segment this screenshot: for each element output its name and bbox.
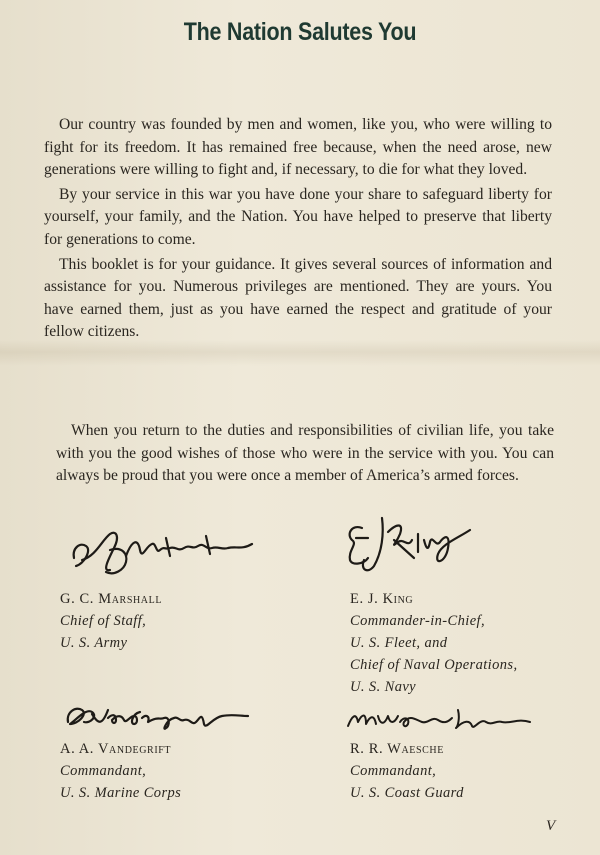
closing-text <box>56 420 554 490</box>
signatory-role: U. S. Navy <box>350 679 417 695</box>
king-signature <box>338 508 478 578</box>
intro-text <box>44 114 552 346</box>
signatory-role: Commandant, <box>60 763 147 779</box>
page-title: The Nation Salutes You <box>183 18 417 46</box>
signatory-role: Chief of Naval Operations, <box>350 657 518 673</box>
signatory-role: U. S. Army <box>60 635 128 651</box>
marshall-signature <box>66 520 266 582</box>
intro-paragraph-2: By your service in this war you have done your share to safeguard liberty for yourself, your family, and the Nation. You have helped to preserve that liberty for generations to come. <box>44 185 552 248</box>
intro-paragraph-3: This booklet is for your guidance. It gives several sources of information and assistance for you. Numerous privileges are mentioned. They are yours. You have earned them, just as you have earned the respect and gratitude of your fellow citizens. <box>44 255 552 341</box>
signatory-role: Commander-in-Chief, <box>350 613 485 629</box>
waesche-signature <box>344 702 534 734</box>
signatory-role: Chief of Staff, <box>60 613 147 629</box>
vandegrift-block <box>60 738 181 804</box>
signatory-role: U. S. Fleet, and <box>350 635 448 651</box>
signatory-name: E. J. King <box>350 591 414 607</box>
closing-paragraph: When you return to the duties and responsibilities of civilian life, you take with you the good wishes of those who were in the service with you. You can always be proud that you were once a member of America’s armed forces. <box>56 422 554 485</box>
marshall-block <box>60 588 162 654</box>
vandegrift-signature <box>62 698 252 732</box>
waesche-block <box>350 738 464 804</box>
signatory-name: R. R. Waesche <box>350 741 444 757</box>
king-block <box>350 588 517 698</box>
signatory-role: U. S. Marine Corps <box>60 785 182 801</box>
signatory-role: Commandant, <box>350 763 437 779</box>
signatory-name: G. C. Marshall <box>60 591 163 607</box>
signatory-name: A. A. Vandegrift <box>60 741 172 757</box>
intro-paragraph-1: Our country was founded by men and women, like you, who were willing to fight for its freedom. It has remained free because, when the need arose, new generations were willing to fight and, if necessary, to die for what they loved. <box>44 116 552 179</box>
signatory-role: U. S. Coast Guard <box>350 785 464 801</box>
page-number: V <box>546 818 557 834</box>
